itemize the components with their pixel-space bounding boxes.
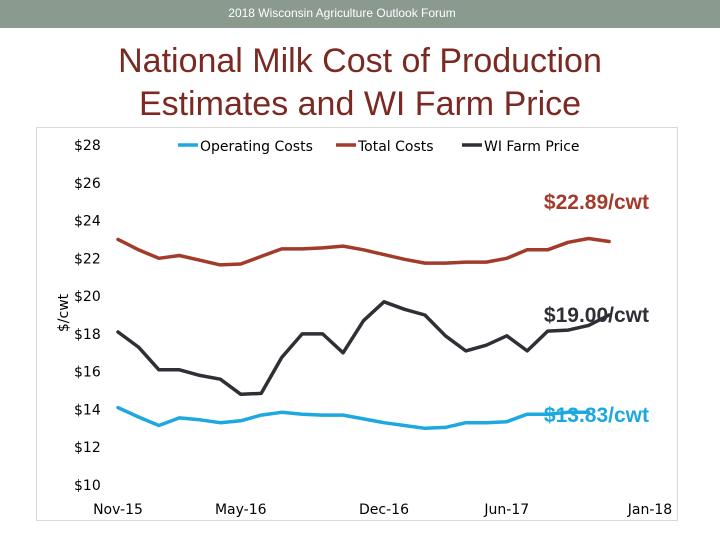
- series-line-wi-farm-price: [118, 302, 609, 395]
- x-tick-label: Dec-16: [359, 502, 409, 518]
- y-tick-label: $12: [74, 440, 101, 457]
- slide-title-line-1: National Milk Cost of Production: [118, 42, 602, 80]
- legend-label: WI Farm Price: [484, 139, 580, 155]
- x-tick-label: Nov-15: [93, 502, 143, 518]
- y-tick-label: $26: [74, 175, 101, 192]
- y-tick-label: $24: [74, 213, 101, 230]
- x-tick-label: Jan-18: [627, 502, 673, 518]
- value-annotation: $13.83/cwt: [543, 404, 649, 427]
- slide-title-line-2: Estimates and WI Farm Price: [138, 85, 582, 123]
- legend-label: Total Costs: [358, 139, 434, 155]
- value-annotation: $22.89/cwt: [543, 191, 649, 214]
- series-line-total-costs: [118, 239, 609, 265]
- y-tick-label: $16: [74, 364, 101, 381]
- y-tick-label: $28: [74, 138, 101, 154]
- legend-label: Operating Costs: [200, 139, 313, 155]
- value-annotation: $19.00/cwt: [543, 304, 649, 327]
- y-tick-label: $20: [74, 289, 101, 306]
- series-line-operating-costs: [118, 408, 589, 429]
- forum-name: 2018 Wisconsin Agriculture Outlook Forum: [228, 6, 456, 20]
- x-tick-label: Jun-17: [484, 502, 530, 518]
- y-tick-label: $22: [74, 251, 101, 268]
- x-tick-label: May-16: [214, 502, 267, 518]
- y-tick-label: $18: [74, 326, 101, 343]
- y-tick-label: $10: [74, 478, 101, 494]
- y-tick-label: $14: [74, 402, 101, 419]
- y-axis-label: $/cwt: [56, 293, 72, 333]
